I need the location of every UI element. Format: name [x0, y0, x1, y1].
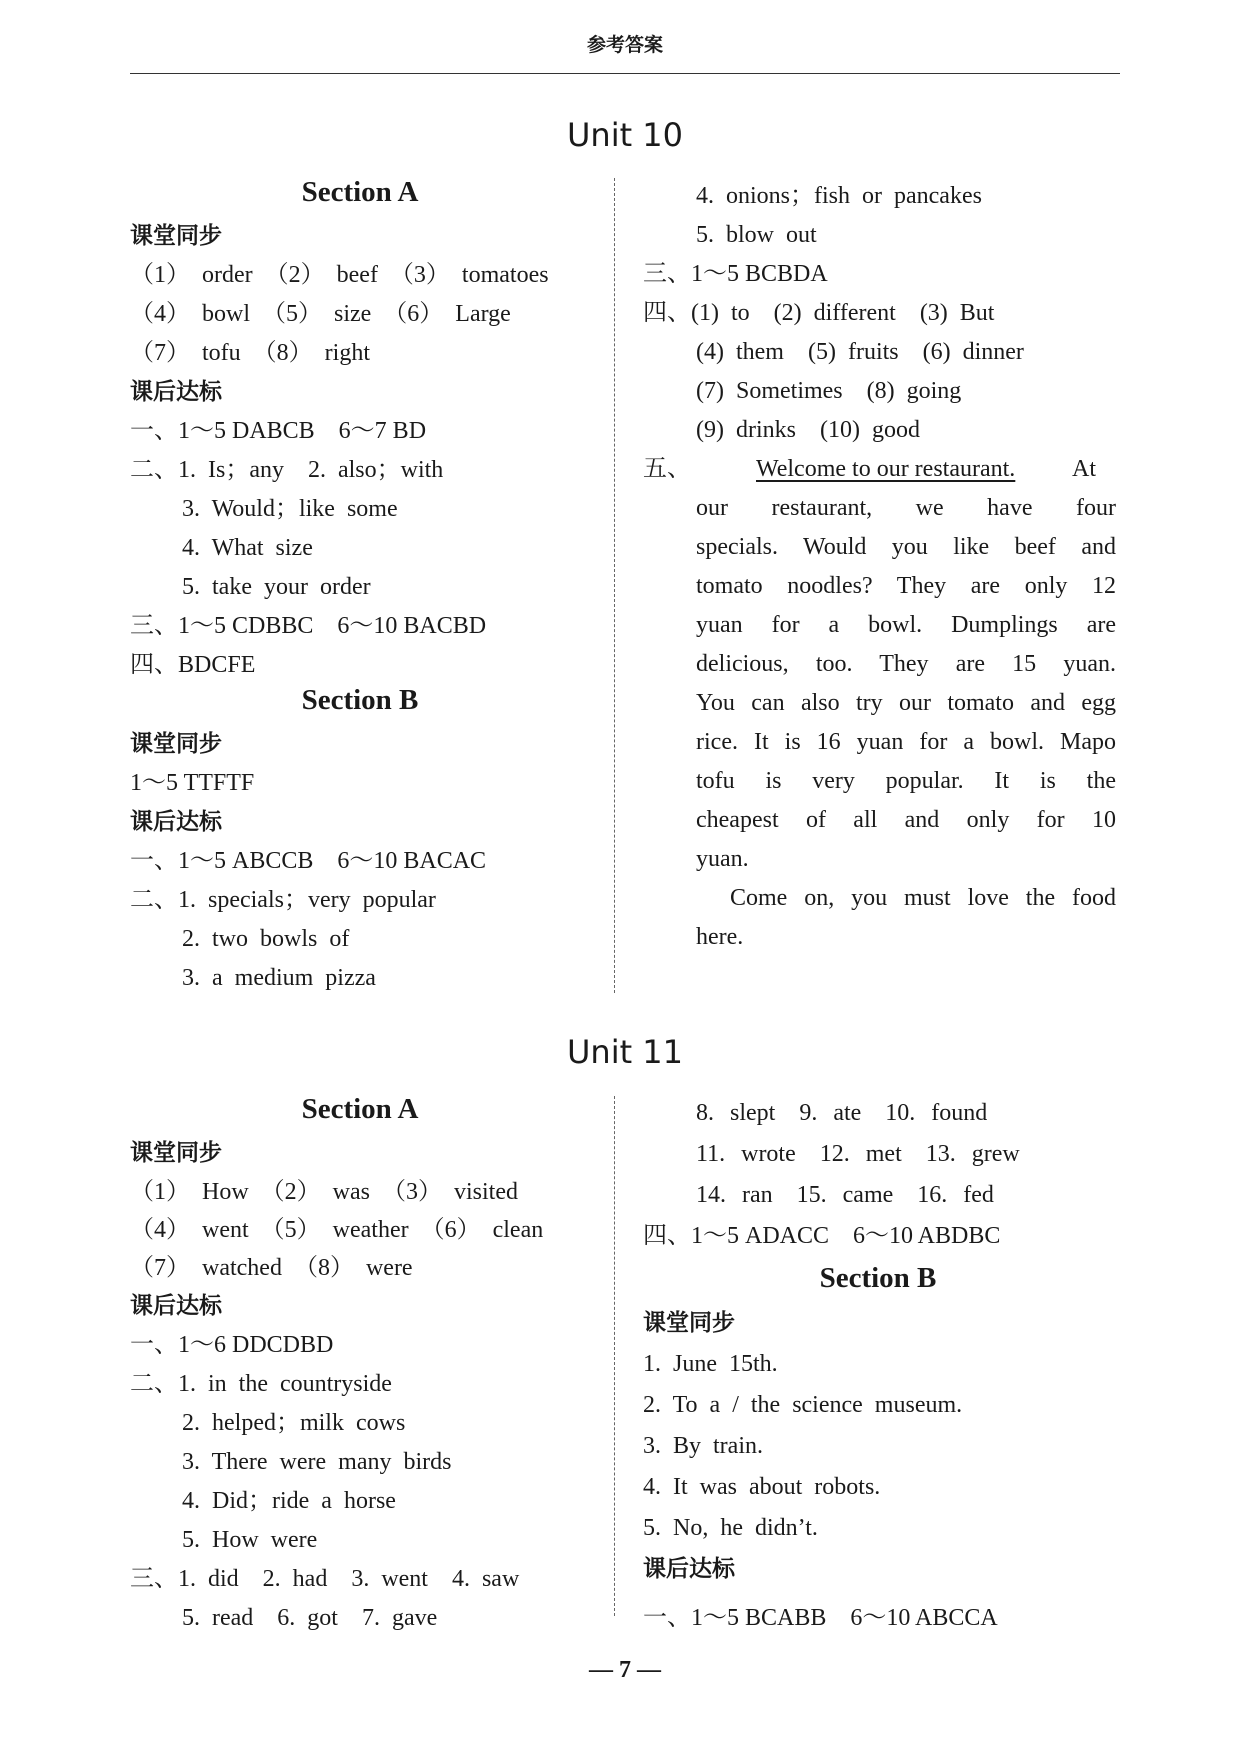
u10r-essay-first-tail: At: [1072, 456, 1096, 482]
u10r-essay-line-2: specials. Would you like beef and: [696, 534, 1116, 560]
u11a-kh-line-8: 5. read 6. got 7. gave: [182, 1605, 438, 1631]
u10r-line-4: 四、(1) to (2) different (3) But: [643, 300, 995, 326]
unit-11-column-divider: [614, 1096, 615, 1616]
u10r-essay-line-6: You can also try our tomato and egg: [696, 690, 1116, 716]
u10r-line-1: 4. onions；fish or pancakes: [696, 183, 982, 209]
u10r-line-6: (7) Sometimes (8) going: [696, 378, 962, 404]
unit-11-title: Unit 11: [566, 1033, 684, 1071]
unit-10-column-divider: [614, 178, 615, 993]
u11a-kh-line-3: 2. helped；milk cows: [182, 1410, 406, 1436]
page-number: — 7 —: [589, 1657, 661, 1683]
u10r-essay-tail-2: here.: [696, 924, 744, 950]
u11r-line-1: 8. slept 9. ate 10. found: [696, 1100, 988, 1126]
u10b-ketang-heading: 课堂同步: [130, 731, 222, 757]
u10r-essay-line-7: rice. It is 16 yuan for a bowl. Mapo: [696, 729, 1116, 755]
u11b-kt-line-2: 2. To a / the science museum.: [643, 1392, 963, 1418]
u10a-kh-line-6: 三、1～5 CDBBC 6～10 BACBD: [130, 613, 487, 639]
u11b-kt-line-4: 4. It was about robots.: [643, 1474, 881, 1500]
u11a-kh-line-6: 5. How were: [182, 1527, 318, 1553]
u10a-ketang-heading: 课堂同步: [130, 223, 222, 249]
u10r-line-5: (4) them (5) fruits (6) dinner: [696, 339, 1024, 365]
u10a-kh-line-2: 二、1. Is；any 2. also；with: [130, 457, 444, 483]
u11r-line-2: 11. wrote 12. met 13. grew: [696, 1141, 1020, 1167]
u10r-essay-tail-1: yuan.: [696, 846, 749, 872]
unit-11-section-b-title: Section B: [819, 1262, 937, 1294]
u10r-essay-first-sentence: Welcome to our restaurant.: [756, 456, 1016, 482]
unit-10-title: Unit 10: [566, 116, 684, 154]
u10r-line-2: 5. blow out: [696, 222, 817, 248]
u10a-kh-line-5: 5. take your order: [182, 574, 371, 600]
u10a-kh-line-1: 一、1～5 DABCB 6～7 BD: [130, 418, 427, 444]
u10b-kh-line-2: 二、1. specials；very popular: [130, 887, 436, 913]
u11b-kt-line-3: 3. By train.: [643, 1433, 763, 1459]
u11b-kh-line-1: 一、1～5 BCABB 6～10 ABCCA: [643, 1605, 998, 1631]
u10a-kt-line-3: （7） tofu （8） right: [130, 340, 370, 366]
header-rule: [130, 73, 1120, 74]
u10b-kehou-heading: 课后达标: [130, 809, 222, 835]
u11a-kt-line-2: （4） went （5） weather （6） clean: [130, 1217, 544, 1243]
page-header: 参考答案: [586, 34, 663, 56]
u11b-kt-line-5: 5. No, he didn’t.: [643, 1515, 818, 1541]
u10r-essay-line-8: tofu is very popular. It is the: [696, 768, 1116, 794]
u10r-line-7: (9) drinks (10) good: [696, 417, 920, 443]
u10a-kt-line-1: （1） order （2） beef （3） tomatoes: [130, 262, 549, 288]
u10r-essay-line-3: tomato noodles? They are only 12: [696, 573, 1116, 599]
u11a-kt-line-1: （1） How （2） was （3） visited: [130, 1179, 518, 1205]
unit-10-section-b-title: Section B: [301, 684, 419, 716]
unit-10-section-a-title: Section A: [301, 176, 419, 208]
u11b-kt-line-1: 1. June 15th.: [643, 1351, 778, 1377]
u10b-kh-line-3: 2. two bowls of: [182, 926, 350, 952]
u10r-essay-last-line: Come on, you must love the food: [730, 885, 1116, 911]
u10r-essay-line-4: yuan for a bowl. Dumplings are: [696, 612, 1116, 638]
u11a-kh-line-4: 3. There were many birds: [182, 1449, 452, 1475]
u10a-kh-line-4: 4. What size: [182, 535, 313, 561]
u10a-kh-line-7: 四、BDCFE: [130, 652, 256, 678]
u10a-kt-line-2: （4） bowl （5） size （6） Large: [130, 301, 511, 327]
u10r-essay-line-9: cheapest of all and only for 10: [696, 807, 1116, 833]
unit-11-section-a-title: Section A: [301, 1093, 419, 1125]
u11a-ketang-heading: 课堂同步: [130, 1140, 222, 1166]
u11a-kh-line-5: 4. Did；ride a horse: [182, 1488, 396, 1514]
u10r-line-3: 三、1～5 BCBDA: [643, 261, 828, 287]
u10r-essay-line-5: delicious, too. They are 15 yuan.: [696, 651, 1116, 677]
u11r-line-4: 四、1～5 ADACC 6～10 ABDBC: [643, 1223, 1001, 1249]
u11a-kh-line-1: 一、1～6 DDCDBD: [130, 1332, 334, 1358]
u10a-kehou-heading: 课后达标: [130, 379, 222, 405]
u11b-kehou-heading: 课后达标: [643, 1556, 735, 1582]
u10b-kt-line-1: 1～5 TTFTF: [130, 770, 255, 796]
u10b-kh-line-1: 一、1～5 ABCCB 6～10 BACAC: [130, 848, 487, 874]
u11a-kh-line-7: 三、1. did 2. had 3. went 4. saw: [130, 1566, 520, 1592]
u10a-kh-line-3: 3. Would；like some: [182, 496, 398, 522]
u11a-kh-line-2: 二、1. in the countryside: [130, 1371, 392, 1397]
u11a-kt-line-3: （7） watched （8） were: [130, 1255, 413, 1281]
u10r-essay-line-1: our restaurant, we have four: [696, 495, 1116, 521]
u11a-kehou-heading: 课后达标: [130, 1293, 222, 1319]
u11b-ketang-heading: 课堂同步: [643, 1310, 735, 1336]
u11r-line-3: 14. ran 15. came 16. fed: [696, 1182, 994, 1208]
u10r-essay-label: 五、: [643, 456, 691, 482]
u10b-kh-line-4: 3. a medium pizza: [182, 965, 376, 991]
